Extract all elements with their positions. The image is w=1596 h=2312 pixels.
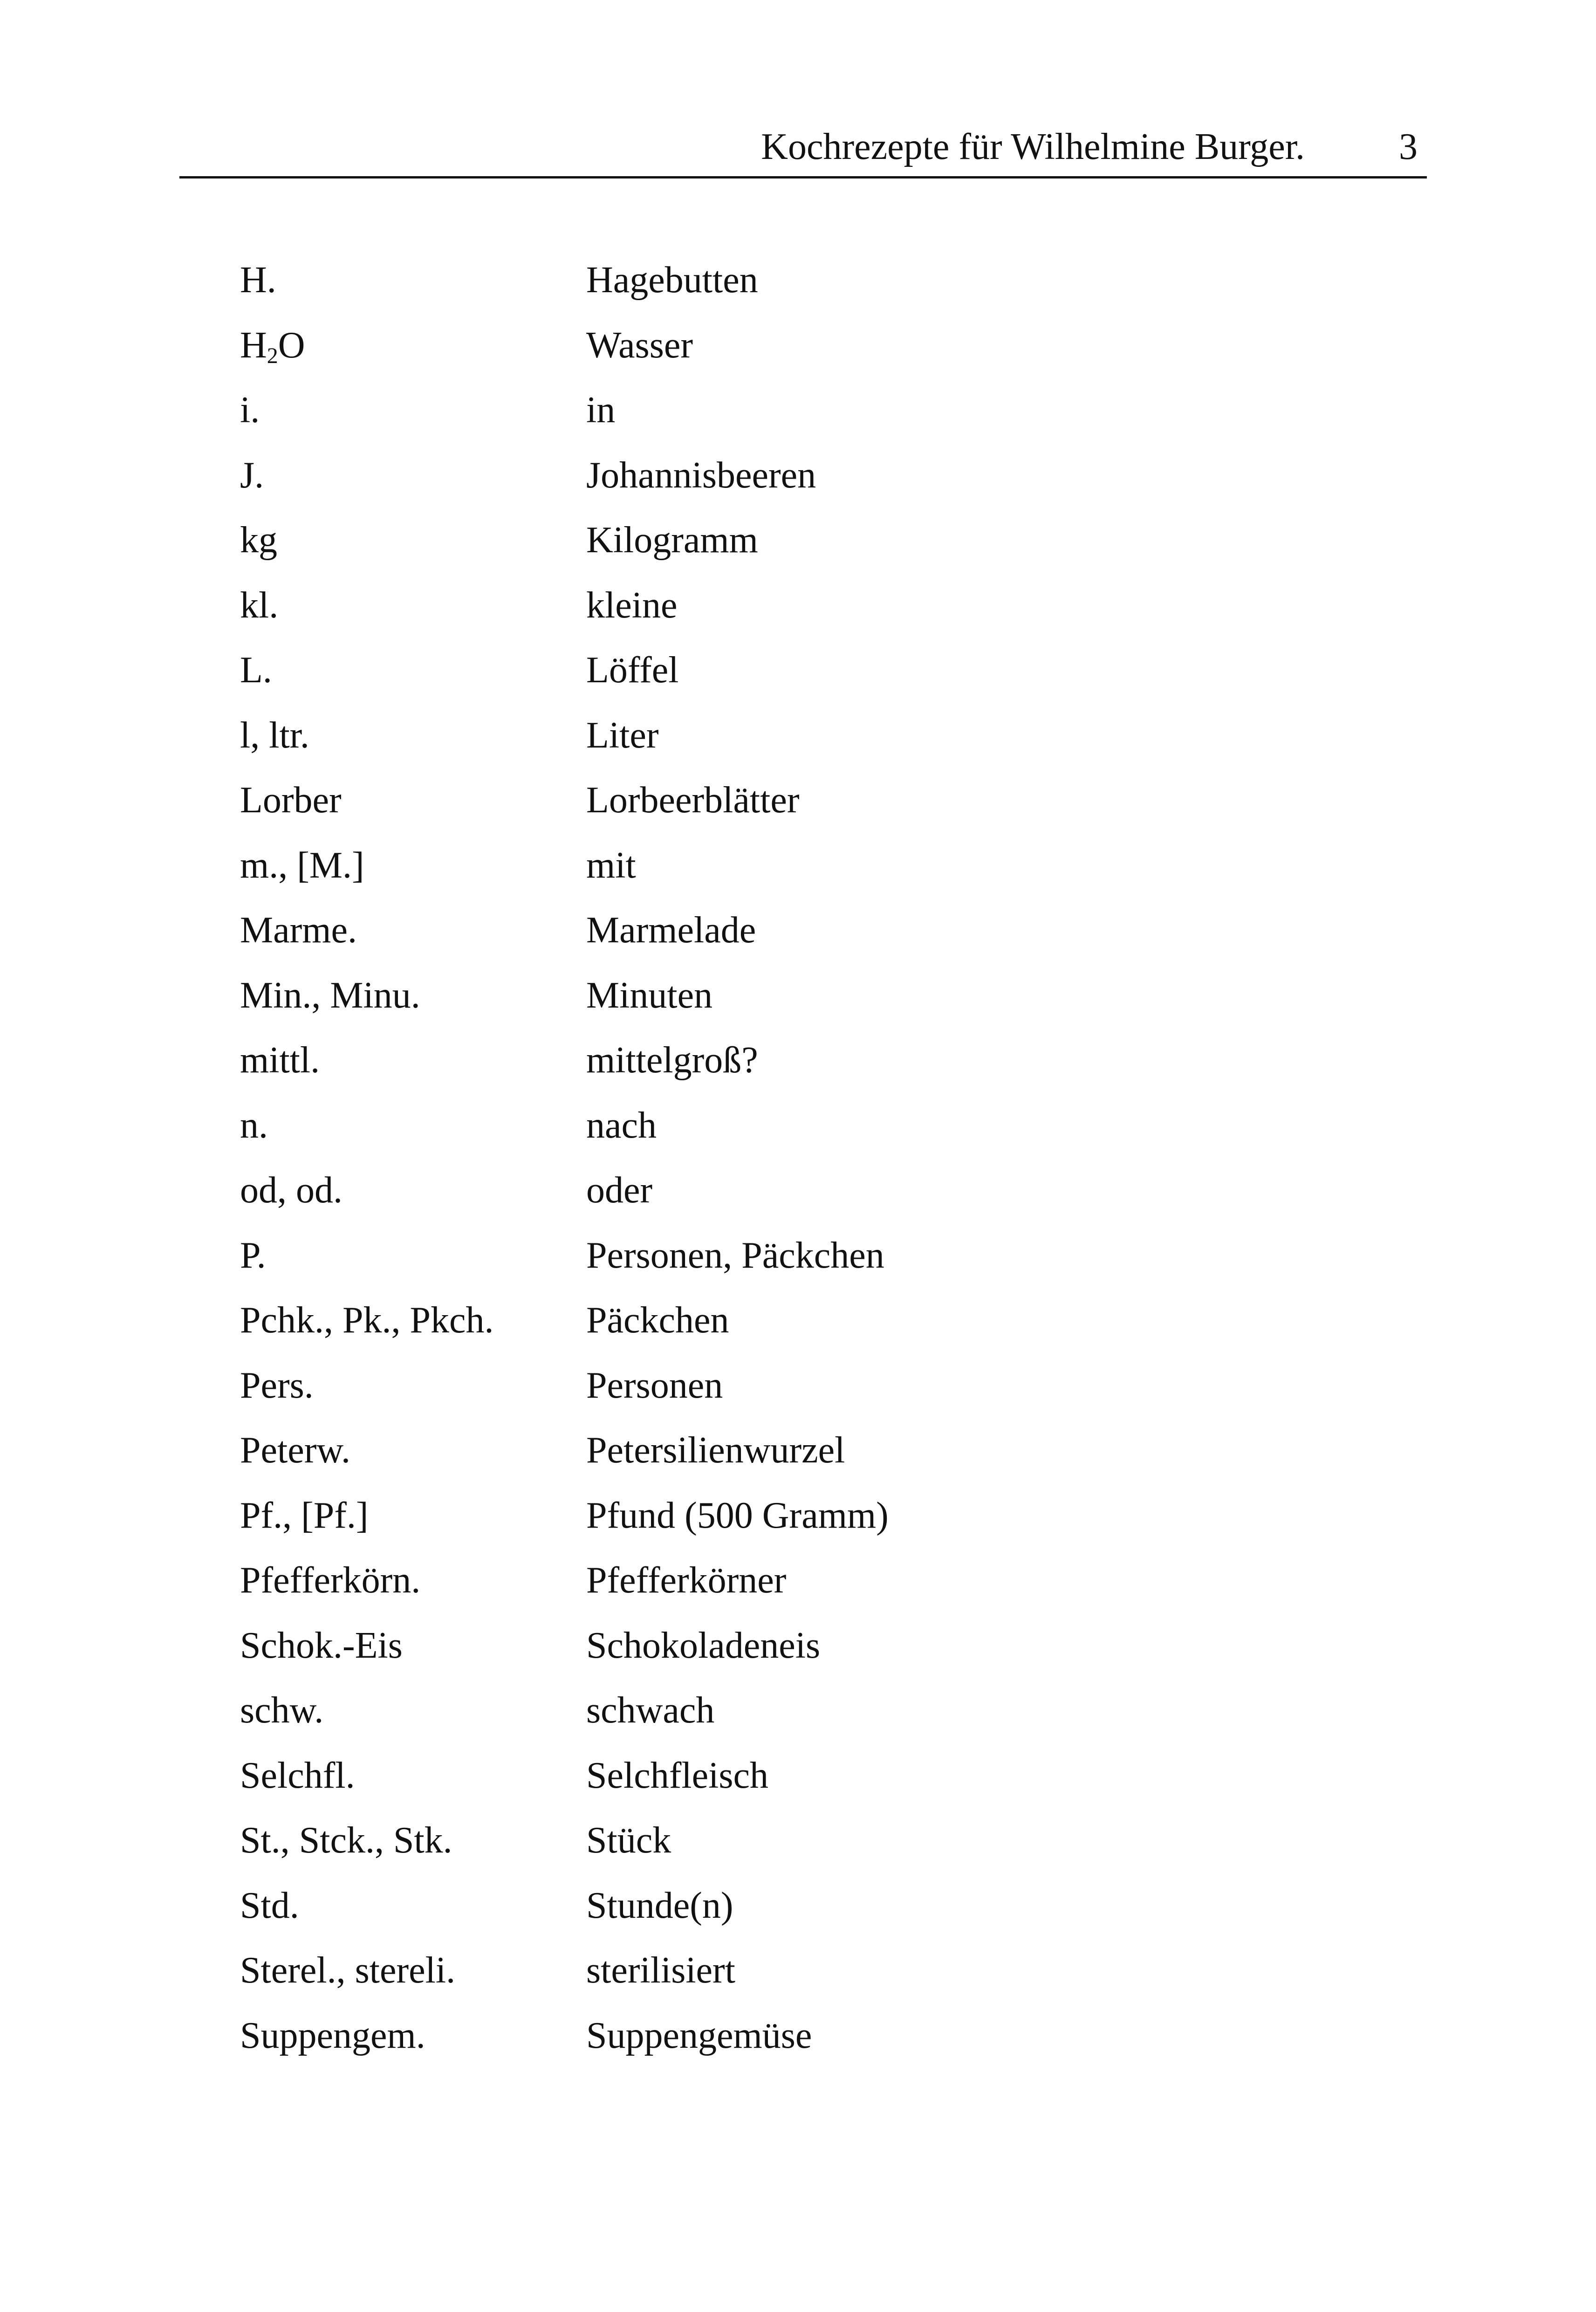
abbreviation-row (240, 1100, 1358, 1165)
abbreviation-row (240, 1620, 1358, 1685)
abbreviation-row (240, 1555, 1358, 1620)
abbreviation-term (240, 320, 305, 371)
abbreviation-row (240, 1945, 1358, 2010)
abbreviation-term: Min., Minu. (240, 974, 420, 1016)
abbreviation-definition: oder (586, 1170, 653, 1211)
abbreviation-row (240, 905, 1358, 970)
abbreviation-term: m., [M.] (240, 844, 364, 886)
abbreviation-term: kg (240, 520, 277, 561)
abbreviation-definition: Personen, Päckchen (586, 1235, 884, 1276)
abbreviation-term: Marme. (240, 910, 357, 951)
abbreviation-row (240, 840, 1358, 905)
abbreviation-definition: Wasser (586, 324, 693, 366)
abbreviation-row (240, 580, 1358, 645)
abbreviation-row (240, 1425, 1358, 1490)
abbreviation-definition: Petersilienwurzel (586, 1430, 845, 1471)
abbreviation-definition: Päckchen (586, 1300, 729, 1341)
abbreviation-definition: Löffel (586, 650, 679, 691)
abbreviation-definition: Minuten (586, 974, 713, 1016)
abbreviation-row (240, 1685, 1358, 1750)
abbreviation-term: Lorber (240, 780, 342, 821)
abbreviation-term: schw. (240, 1690, 324, 1731)
abbreviation-row (240, 2010, 1358, 2075)
abbreviation-row (240, 254, 1358, 320)
abbreviation-definition: schwach (586, 1690, 715, 1731)
abbreviation-term: Suppengem. (240, 2015, 425, 2056)
abbreviation-row (240, 1750, 1358, 1815)
abbreviation-term: St., Stck., Stk. (240, 1820, 452, 1861)
abbreviation-term: Pf., [Pf.] (240, 1495, 369, 1536)
abbreviation-term: Peterw. (240, 1430, 350, 1471)
running-title: Kochrezepte für Wilhelmine Burger. (761, 126, 1305, 167)
abbreviation-definition: Hagebutten (586, 260, 758, 301)
abbreviation-definition: Marmelade (586, 910, 756, 951)
abbreviation-term: Sterel., stereli. (240, 1950, 456, 1991)
page-header (179, 119, 1427, 175)
abbreviation-row (240, 970, 1358, 1035)
abbreviation-term: Pchk., Pk., Pkch. (240, 1300, 494, 1341)
abbreviation-row (240, 450, 1358, 515)
abbreviation-term: L. (240, 650, 272, 691)
abbreviation-term: Pers. (240, 1365, 314, 1406)
abbreviation-row (240, 515, 1358, 580)
abbreviation-definition: Lorbeerblätter (586, 780, 800, 821)
abbreviation-definition: Pfund (500 Gramm) (586, 1495, 889, 1536)
abbreviation-definition: Stunde(n) (586, 1885, 733, 1926)
abbreviation-definition: mit (586, 844, 636, 886)
abbreviation-definition: nach (586, 1105, 657, 1146)
formula-part: O (278, 324, 305, 366)
abbreviation-row (240, 1165, 1358, 1230)
abbreviation-row (240, 710, 1358, 775)
abbreviation-term: Schok.-Eis (240, 1625, 403, 1666)
abbreviation-term: kl. (240, 584, 279, 626)
abbreviation-term: Selchfl. (240, 1755, 355, 1796)
abbreviation-definition: Personen (586, 1365, 723, 1406)
abbreviation-row (240, 384, 1358, 450)
abbreviation-definition: kleine (586, 584, 678, 626)
abbreviation-definition: Liter (586, 714, 659, 756)
abbreviation-row (240, 1815, 1358, 1880)
abbreviation-row (240, 1360, 1358, 1425)
abbreviation-term: od, od. (240, 1170, 342, 1211)
abbreviation-term: Std. (240, 1885, 299, 1926)
abbreviation-definition: sterilisiert (586, 1950, 735, 1991)
header-divider (179, 176, 1427, 178)
abbreviation-term: i. (240, 390, 260, 431)
formula-subscript: 2 (267, 343, 278, 368)
abbreviation-definition: Selchfleisch (586, 1755, 768, 1796)
abbreviation-row (240, 1295, 1358, 1360)
abbreviation-definition: Pfefferkörner (586, 1560, 787, 1601)
abbreviation-row (240, 1230, 1358, 1295)
abbreviation-definition: Johannisbeeren (586, 454, 816, 496)
abbreviation-term: J. (240, 454, 264, 496)
abbreviation-term: n. (240, 1105, 268, 1146)
abbreviation-term: l, ltr. (240, 714, 309, 756)
abbreviation-term: mittl. (240, 1040, 320, 1081)
abbreviation-list (240, 254, 1358, 2075)
abbreviation-row (240, 320, 1358, 385)
abbreviation-definition: Kilogramm (586, 520, 758, 561)
abbreviation-row (240, 775, 1358, 840)
abbreviation-definition: mittelgroß? (586, 1040, 758, 1081)
abbreviation-definition: Suppengemüse (586, 2015, 812, 2056)
abbreviation-term: P. (240, 1235, 266, 1276)
abbreviation-row (240, 1490, 1358, 1555)
page-number: 3 (1399, 126, 1418, 167)
abbreviation-definition: in (586, 390, 616, 431)
abbreviation-definition: Stück (586, 1820, 671, 1861)
abbreviation-term: H. (240, 260, 276, 301)
formula-part: H (240, 324, 267, 366)
abbreviation-row (240, 645, 1358, 710)
abbreviation-definition: Schokoladeneis (586, 1625, 821, 1666)
abbreviation-row (240, 1880, 1358, 1945)
abbreviation-row (240, 1035, 1358, 1100)
abbreviation-term: Pfefferkörn. (240, 1560, 421, 1601)
